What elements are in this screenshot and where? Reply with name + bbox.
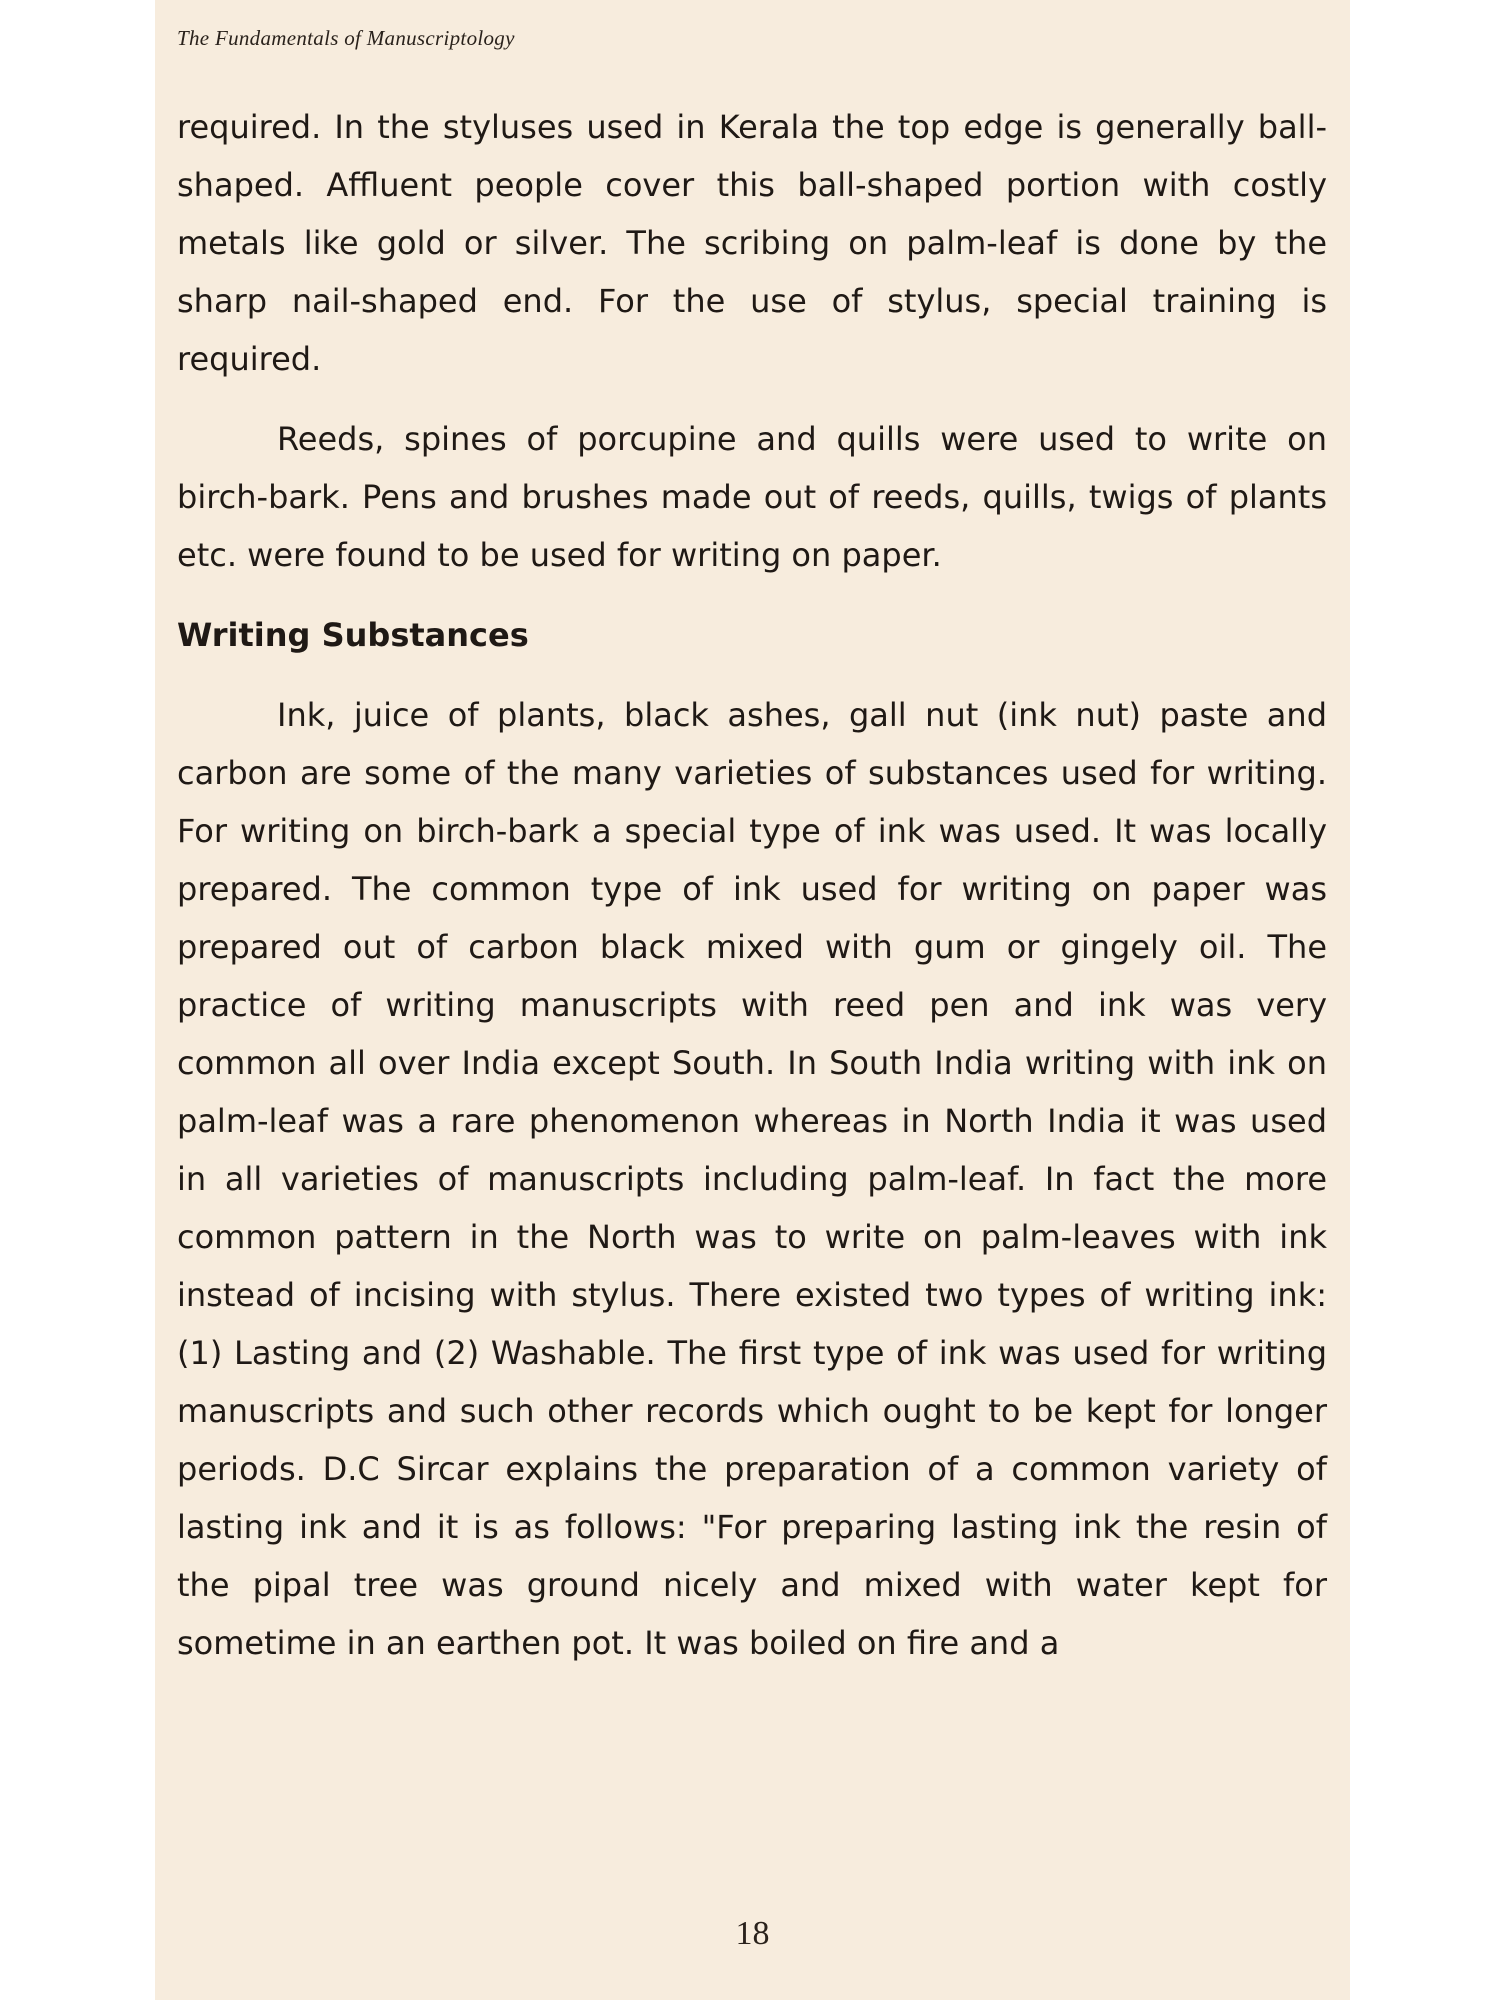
- body-text: [177, 98, 1327, 1672]
- paragraph-writing-substances: Ink, juice of plants, black ashes, gall nut (ink nut) paste and carbon are some of the many varieties of substances used for writing. For writing on birch-bark a special type of ink was used. It was locally prepared. The common type of ink used for writing on paper was prepared out of carbon black mixed with gum or gingely oil. The practice of writing manuscripts with reed pen and ink was very common all over India except South. In South India writing with ink on palm-leaf was a rare phenomenon whereas in North India it was used in all varieties of manuscripts including palm-leaf. In fact the more common pattern in the North was to write on palm-leaves with ink instead of incising with stylus. There existed two types of writing ink: (1) Lasting and (2) Washable. The first type of ink was used for writing manuscripts and such other records which ought to be kept for longer periods. D.C Sircar explains the preparation of a common variety of lasting ink and it is as follows: "For preparing lasting ink the resin of the pipal tree was ground nicely and mixed with water kept for sometime in an earthen pot. It was boiled on fire and a: [177, 696, 1327, 1662]
- book-page: [155, 0, 1350, 2000]
- section-heading: Writing Substances: [177, 616, 529, 654]
- paragraph-reeds: Reeds, spines of porcupine and quills were used to write on birch-bark. Pens and brushes made out of reeds, quills, twigs of plants etc. were found to be used for writing on paper.: [177, 420, 1327, 574]
- page-number: 18: [735, 1915, 770, 1952]
- running-head: The Fundamentals of Manuscriptology: [177, 26, 515, 50]
- paragraph-continuation: required. In the styluses used in Kerala the top edge is generally ball-shaped. Affluent people cover this ball-shaped portion with costly metals like gold or silver. The scribing on palm-leaf is done by the sharp nail-shaped end. For the use of stylus, special training is required.: [177, 108, 1327, 378]
